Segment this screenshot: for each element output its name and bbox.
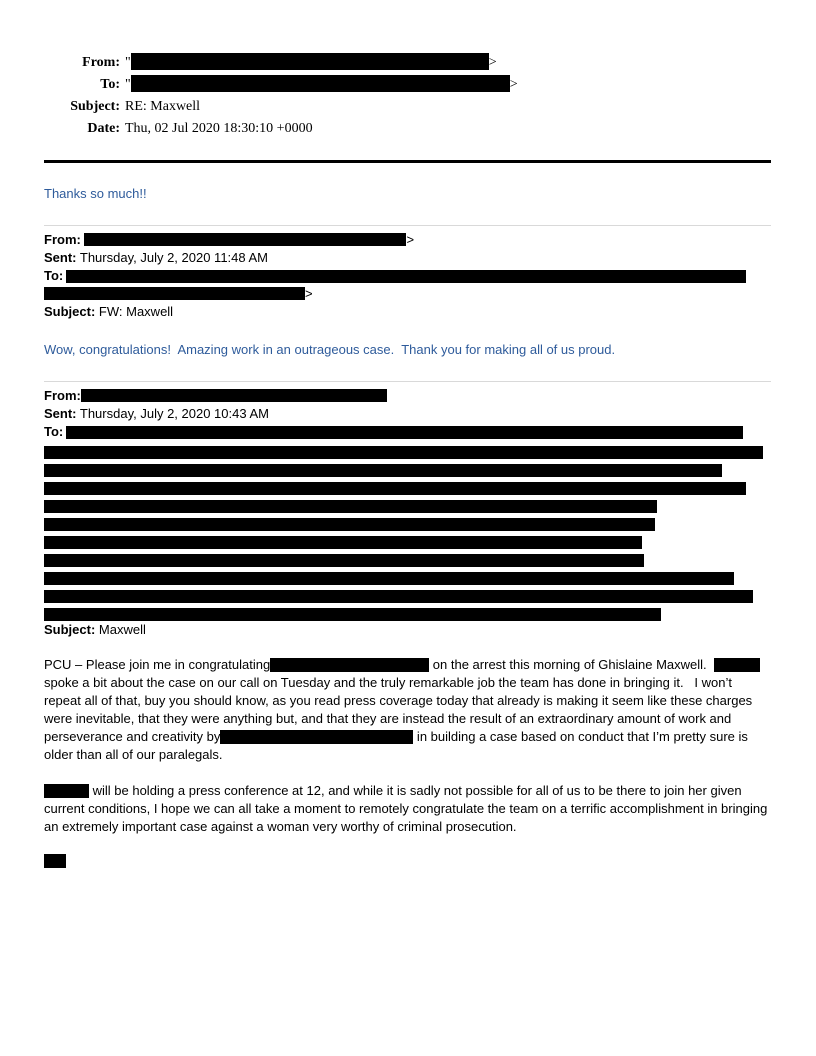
redaction-bar <box>131 53 489 70</box>
sent-label: Sent: <box>44 406 77 421</box>
to-label: To: <box>44 268 64 283</box>
sent-value: Thursday, July 2, 2020 10:43 AM <box>79 406 269 421</box>
signature-block <box>44 854 771 868</box>
redaction-bar <box>66 270 746 283</box>
header-row-subject <box>44 96 771 118</box>
from-angle-bracket: > <box>406 232 415 247</box>
redaction-bar <box>84 233 406 246</box>
subject-value: Maxwell <box>98 622 146 637</box>
header-row-date <box>44 118 771 140</box>
redaction-bar <box>44 500 657 513</box>
header-row-to <box>44 423 771 441</box>
to-quote: " <box>125 77 131 92</box>
redaction-bar <box>44 572 734 585</box>
redacted-recipient-block <box>44 446 771 621</box>
header-divider-rule <box>44 160 771 163</box>
from-label: From: <box>44 388 81 403</box>
header-row-subject <box>44 621 771 639</box>
header-row-sent <box>44 249 771 267</box>
header-row-sent <box>44 405 771 423</box>
sent-label: Sent: <box>44 250 77 265</box>
signature-redaction-bar <box>44 854 66 868</box>
to-angle-bracket: > <box>509 77 518 92</box>
to-label: To: <box>100 77 120 92</box>
reply-text-top: Thanks so much!! <box>44 186 147 201</box>
redaction-bar <box>44 446 763 459</box>
header-row-from <box>44 231 771 249</box>
from-label: From: <box>82 55 120 70</box>
subject-label: Subject: <box>70 99 120 114</box>
quoted-message-divider-2 <box>44 381 771 382</box>
redaction-bar <box>44 608 661 621</box>
date-value: Thu, 02 Jul 2020 18:30:10 +0000 <box>125 121 313 136</box>
redaction-bar <box>44 287 305 300</box>
from-angle-bracket: > <box>488 55 497 70</box>
email-header-forward-2 <box>44 387 771 639</box>
body-paragraph-1: PCU – Please join me in congratulating on the arrest this morning of Ghislaine Maxwell. spoke a bit about the case on our call on Tuesday and the truly remarkable job the team has done in bringing it. I won’t repeat all of that, buy you should know, as you read press coverage today that already is making it seem like these charges were inevitable, that they were anything but, and that they are instead the result of an extraordinary amount of work and perseverance and creativity by in building a case based on conduct that I’m pretty sure is older than all of our paralegals. <box>44 656 771 764</box>
to-label: To: <box>44 424 64 439</box>
header-row-to <box>44 74 771 96</box>
subject-value: RE: Maxwell <box>125 99 201 114</box>
email-header-forward-1 <box>44 231 771 321</box>
header-row-subject <box>44 303 771 321</box>
from-label: From: <box>44 232 81 247</box>
date-label: Date: <box>87 121 120 136</box>
redaction-bar <box>44 482 746 495</box>
header-row-to-continued <box>44 285 771 303</box>
redaction-bar <box>44 554 644 567</box>
redaction-bar <box>270 658 429 672</box>
reply-text-middle: Wow, congratulations! Amazing work in an outrageous case. Thank you for making all of us proud. <box>44 342 616 357</box>
email-header-original <box>44 52 771 140</box>
redaction-bar <box>44 784 89 798</box>
redaction-bar <box>66 426 743 439</box>
quoted-message-divider-1 <box>44 225 771 226</box>
redaction-bar <box>44 464 722 477</box>
header-row-to <box>44 267 771 285</box>
header-row-from <box>44 52 771 74</box>
redaction-bar <box>131 75 510 92</box>
sent-value: Thursday, July 2, 2020 11:48 AM <box>79 250 269 265</box>
from-quote: " <box>125 55 131 70</box>
header-row-from <box>44 387 771 405</box>
redaction-bar <box>44 590 753 603</box>
to-angle-bracket: > <box>305 286 313 301</box>
redaction-bar <box>714 658 760 672</box>
subject-label: Subject: <box>44 622 96 637</box>
redaction-bar <box>220 730 413 744</box>
redaction-bar <box>44 518 655 531</box>
redaction-bar <box>44 536 642 549</box>
subject-label: Subject: <box>44 304 96 319</box>
redaction-bar <box>81 389 387 402</box>
subject-value: FW: Maxwell <box>98 304 174 319</box>
body-paragraph-2: will be holding a press conference at 12, and while it is sadly not possible for all of us to be there to join her given current conditions, I hope we can all take a moment to remotely congratulate the team on a terrific accomplishment in bringing an extremely important case against a woman very worthy of criminal prosecution. <box>44 783 768 834</box>
